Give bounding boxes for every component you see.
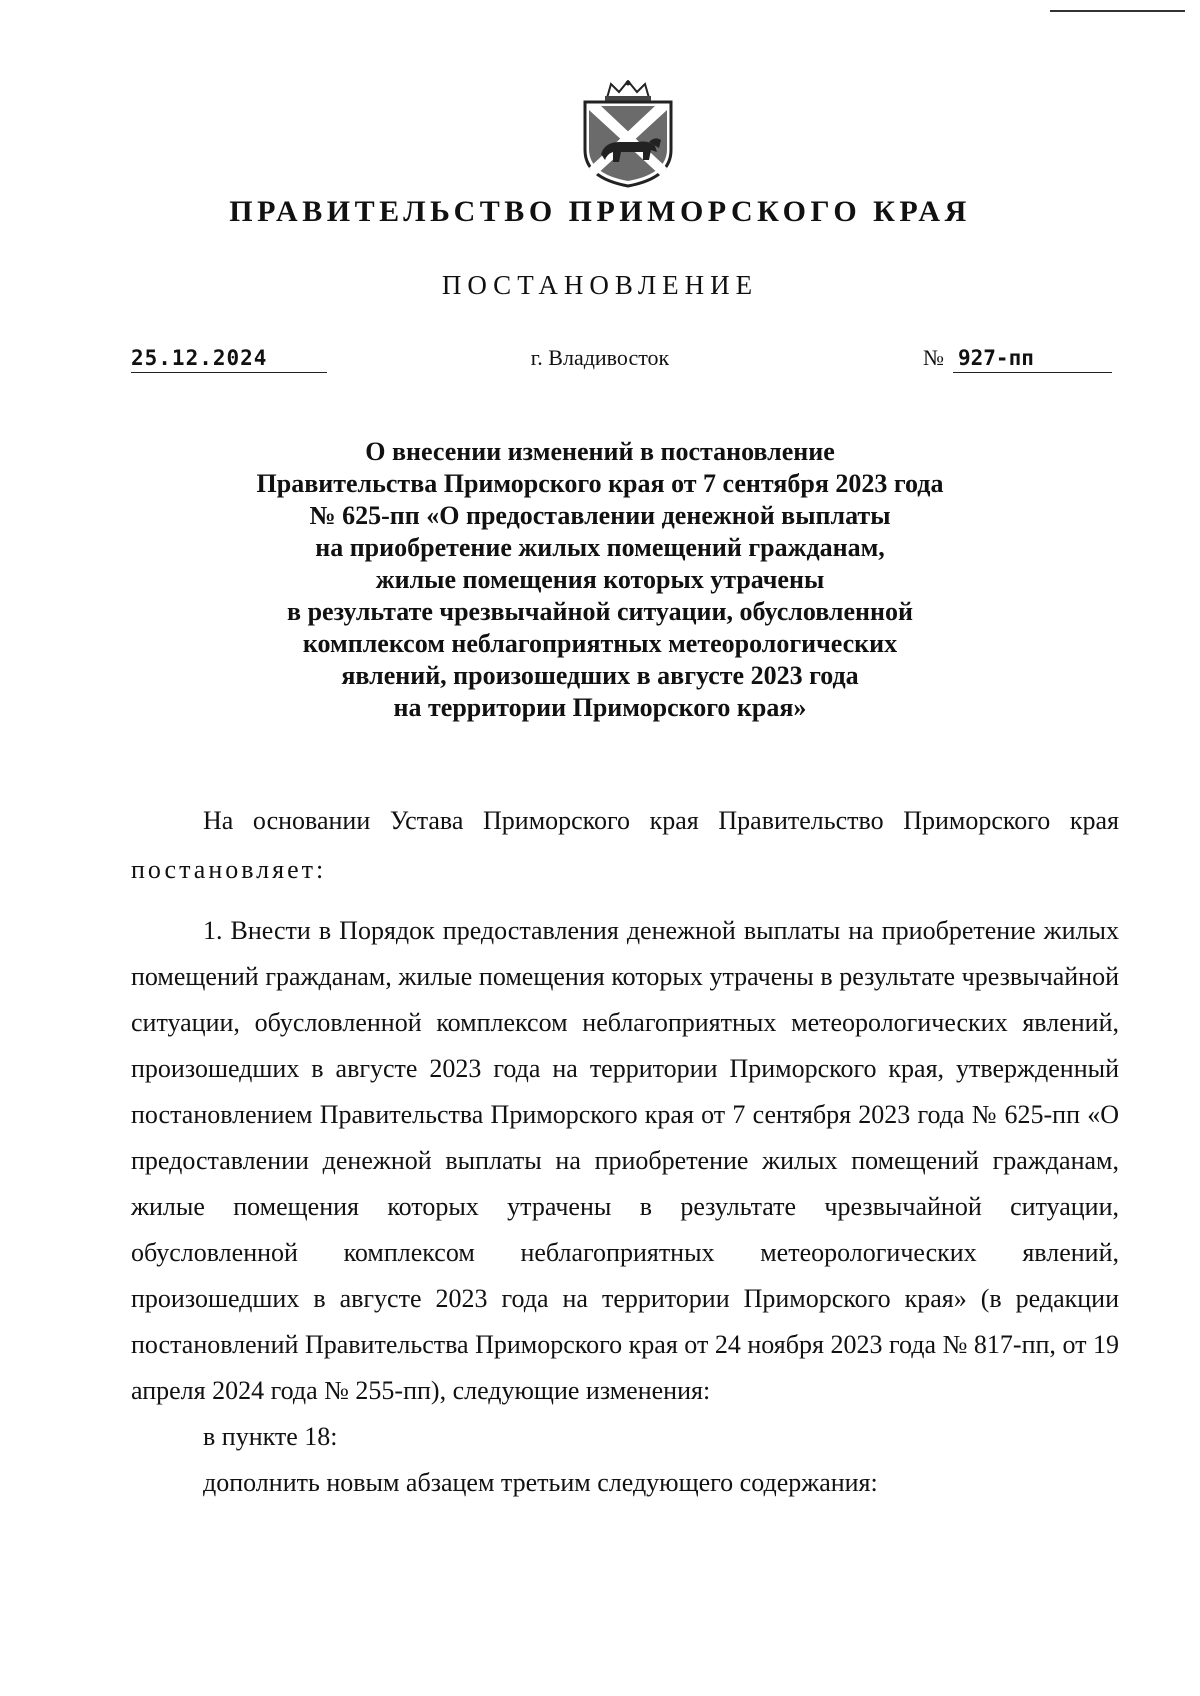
top-rule-line [1050,10,1185,12]
document-body [131,796,1119,1506]
heading-line: Правительства Приморского края от 7 сентября 2023 года [256,469,944,498]
paragraph-gap [131,894,1119,908]
preamble-verb: постановляет: [131,855,327,884]
document-heading [150,436,1050,724]
document-city: г. Владивосток [530,345,670,370]
heading-line: на территории Приморского края» [393,693,807,722]
subitem-paragraph: в пункте 18: [203,1422,338,1451]
document-number-label: № [923,345,944,370]
document-date: 25.12.2024 [131,344,327,373]
preamble-paragraph [131,796,1119,894]
document-number: 927-пп [953,344,1112,373]
heading-line: явлений, произошедших в августе 2023 года [341,661,859,690]
subitem-paragraph: дополнить новым абзацем третьим следующего содержания: [203,1468,878,1497]
heading-line: № 625-пп «О предоставлении денежной выплаты [309,501,891,530]
document-type: ПОСТАНОВЛЕНИЕ [441,270,759,300]
heading-line: на приобретение жилых помещений гражданам, [315,533,885,562]
heading-line: О внесении изменений в постановление [365,437,835,466]
item-1-paragraph: 1. Внести в Порядок предоставления денежной выплаты на приобретение жилых помещений гражданам, жилые помещения которых утрачены в результате чрезвычайной ситуации, обусловленной комплексом неблагоприятных метеорологических явлений, произошедших в августе 2023 года на территории Приморского края, утвержденный постановлением Правительства Приморского края от 7 сентября 2023 года № 625-пп «О предоставлении денежной выплаты на приобретение жилых помещений гражданам, жилые помещения которых утрачены в результате чрезвычайной ситуации, обусловленной комплексом неблагоприятных метеорологических явлений, произошедших в августе 2023 года на территории Приморского края» (в редакции постановлений Правительства Приморского края от 24 ноября 2023 года № 817-пп, от 19 апреля 2024 года № 255-пп), следующие изменения: [131,916,1119,1405]
coat-of-arms-emblem-icon [577,80,679,188]
government-title: ПРАВИТЕЛЬСТВО ПРИМОРСКОГО КРАЯ [229,195,971,228]
heading-line: жилые помещения которых утрачены [375,565,825,594]
preamble-text: На основании Устава Приморского края Правительство Приморского края [203,806,1119,835]
heading-line: комплексом неблагоприятных метеорологических [302,629,898,658]
heading-line: в результате чрезвычайной ситуации, обусловленной [287,597,913,626]
